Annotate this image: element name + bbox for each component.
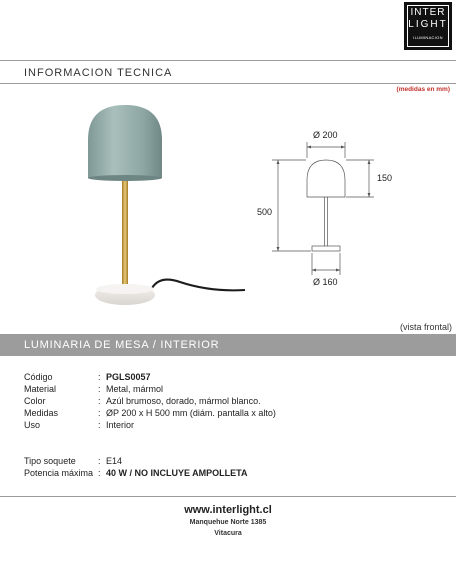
spec-key: Tipo soquete: [24, 456, 76, 466]
dim-shade-height: 150: [377, 173, 393, 183]
spec-key: Material: [24, 384, 57, 394]
units-note: (medidas en mm): [396, 86, 450, 93]
spec-value: Interior: [106, 420, 135, 430]
spec-key: Color: [24, 396, 46, 406]
dim-diameter-top: Ø 200: [313, 130, 338, 140]
view-note: (vista frontal): [399, 322, 452, 332]
spec-key: Código: [24, 372, 53, 382]
spec-sep: :: [98, 408, 101, 418]
technical-drawing: [262, 130, 412, 290]
dim-diameter-base: Ø 160: [313, 277, 338, 287]
spec-sep: :: [98, 396, 101, 406]
spec-sep: :: [98, 456, 101, 466]
section-title: LUMINARIA DE MESA / INTERIOR: [24, 339, 220, 351]
footer-city: Vitacura: [214, 530, 242, 537]
logo-line-1: INTER: [410, 7, 446, 18]
spec-value: Metal, mármol: [106, 384, 164, 394]
drawing-base: [312, 246, 340, 251]
footer-address: Manquehue Norte 1385: [189, 519, 267, 526]
spec-value: Azúl brumoso, dorado, mármol blanco.: [106, 396, 261, 406]
shade-rim: [88, 175, 162, 181]
spec-value: ØP 200 x H 500 mm (diám. pantalla x alto): [106, 408, 276, 418]
page-title: INFORMACION TECNICA: [24, 67, 173, 79]
spec-key: Potencia máxima: [24, 468, 94, 478]
spec-key: Medidas: [24, 408, 59, 418]
spec-sep: :: [98, 384, 101, 394]
title-divider: [0, 83, 456, 84]
dim-total-height: 500: [257, 207, 273, 217]
spec-sep: :: [98, 468, 101, 478]
brand-logo: [404, 2, 452, 50]
power-cable: [152, 280, 245, 291]
spec-value: E14: [106, 456, 123, 466]
lamp-stem: [122, 172, 128, 287]
footer-divider: [0, 496, 456, 497]
spec-sep: :: [98, 420, 101, 430]
top-divider: [0, 60, 456, 61]
footer-website[interactable]: www.interlight.cl: [184, 504, 272, 516]
section-band: [0, 334, 456, 356]
spec-key: Uso: [24, 420, 41, 430]
spec-sep: :: [98, 372, 101, 382]
marble-base-top: [96, 284, 154, 294]
spec-value: PGLS0057: [106, 372, 151, 382]
spec-value: 40 W / NO INCLUYE AMPOLLETA: [106, 468, 248, 478]
product-image: [80, 100, 260, 315]
logo-line-3: ILUMINACION: [413, 35, 443, 40]
lamp-shade: [88, 105, 162, 178]
logo-line-2: LIGHT: [408, 19, 448, 30]
drawing-shade: [307, 160, 345, 197]
